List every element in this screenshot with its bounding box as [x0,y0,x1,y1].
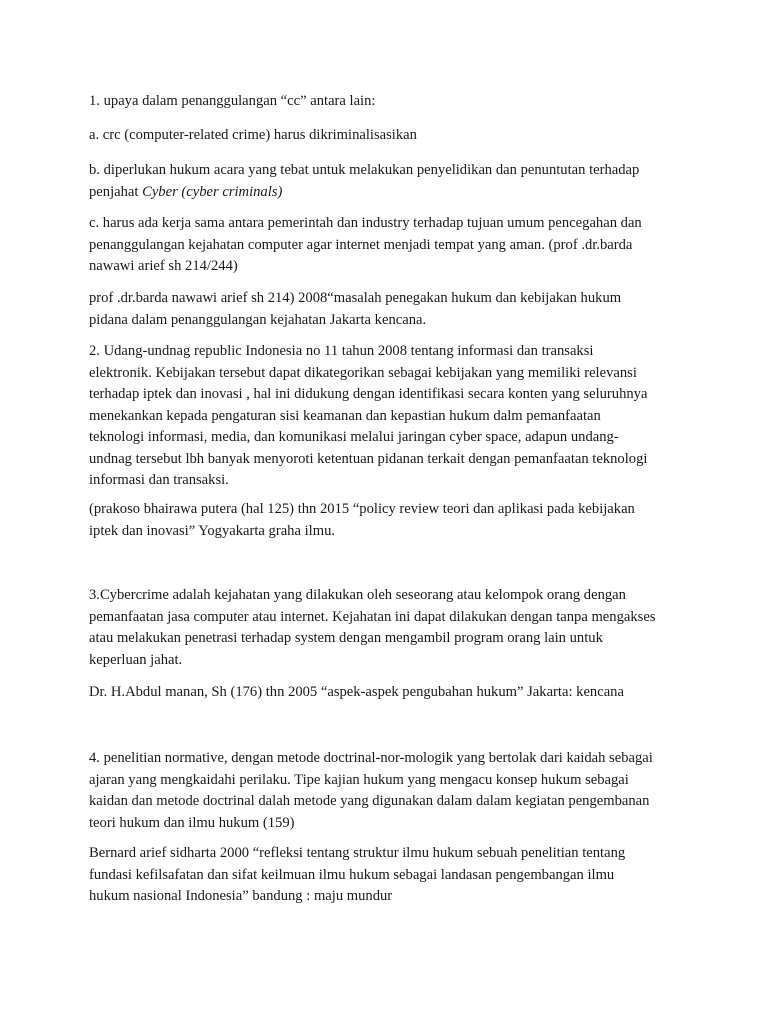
text-line: elektronik. Kebijakan tersebut dapat dikategorikan sebagai kebijakan yang memiliki relevansi [89,364,637,381]
paragraph-5 [89,288,689,331]
text-line: 1. upaya dalam penanggulangan “cc” antara lain: [89,93,376,109]
text-line: informasi dan transaksi. [89,472,229,488]
text-line: penanggulangan kejahatan computer agar internet menjadi tempat yang aman. (prof .dr.barda [89,236,633,253]
text-line: 3.Cybercrime adalah kejahatan yang dilakukan oleh seseorang atau kelompok orang dengan [89,587,626,603]
paragraph-3 [89,160,689,203]
text-line: undnag tersebut lbh banyak menyoroti ketentuan pidanan terkait dengan pemanfaatan teknologi [89,450,648,467]
paragraph-8 [89,585,689,671]
paragraph-9 [89,682,689,704]
text-line: terhadap iptek dan inovasi , hal ini didukung dengan identifikasi secara konten yang seluruhnya [89,386,648,402]
paragraph-4 [89,213,689,278]
paragraph-11 [89,843,689,908]
text-line: fundasi kefilsafatan dan sifat keilmuan ilmu hukum sebagai landasan pengembangan ilmu [89,866,615,883]
text-line: pidana dalam penanggulangan kejahatan Jakarta kencana. [89,311,427,328]
text-line: 2. Udang-undnag republic Indonesia no 11 tahun 2008 tentang informasi dan transaksi [89,343,594,359]
text-line: teknologi informasi, media, dan komunikasi melalui jaringan cyber space, adapun undang- [89,429,619,445]
text-line: teori hukum dan ilmu hukum (159) [89,814,295,831]
text-line [89,182,689,204]
paragraph-10 [89,748,689,834]
paragraph-1 [89,91,689,113]
text-line: a. crc (computer-related crime) harus dikriminalisasikan [89,127,417,143]
text-line: pemanfaatan jasa computer atau internet. Kejahatan ini dapat dilakukan dengan tanpa mengakses [89,608,656,625]
text-line: prof .dr.barda nawawi arief sh 214) 2008“masalah penegakan hukum dan kebijakan hukum [89,290,622,306]
paragraph-6 [89,341,689,492]
text-line: c. harus ada kerja sama antara pemerintah dan industry terhadap tujuan umum pencegahan dan [89,215,642,231]
text-line: menekankan kepada pengaturan sisi keamanan dan kepastian hukum dalm pemanfaatan [89,407,601,424]
paragraph-2 [89,125,689,147]
text-line: 4. penelitian normative, dengan metode doctrinal-nor-mologik yang bertolak dari kaidah sebagai [89,750,653,766]
text-line: b. diperlukan hukum acara yang tebat untuk melakukan penyelidikan dan penuntutan terhadap [89,162,640,178]
text-line: atau melakukan penetrasi terhadap system dengan mengambil program orang lain untuk [89,630,603,646]
text-line: iptek dan inovasi” Yogyakarta graha ilmu. [89,522,336,539]
text-span: penjahat [89,183,143,200]
italic-text: Cyber (cyber criminals) [142,183,283,200]
text-line: nawawi arief sh 214/244) [89,258,238,274]
text-line: ajaran yang mengkaidahi perilaku. Tipe kajian hukum yang mengacu konsep hukum sebagai [89,771,629,788]
paragraph-7 [89,499,689,542]
text-line: kaidan dan metode doctrinal dalah metode yang digunakan dalam dalam kegiatan pengembanan [89,793,650,809]
text-line: keperluan jahat. [89,651,183,668]
text-line: Bernard arief sidharta 2000 “refleksi tentang struktur ilmu hukum sebuah penelitian tentang [89,845,626,861]
text-line: hukum nasional Indonesia” bandung : maju mundur [89,888,393,904]
text-line: (prakoso bhairawa putera (hal 125) thn 2015 “policy review teori dan aplikasi pada kebijakan [89,501,635,517]
text-line: Dr. H.Abdul manan, Sh (176) thn 2005 “aspek-aspek pengubahan hukum” Jakarta: kencana [89,684,624,700]
